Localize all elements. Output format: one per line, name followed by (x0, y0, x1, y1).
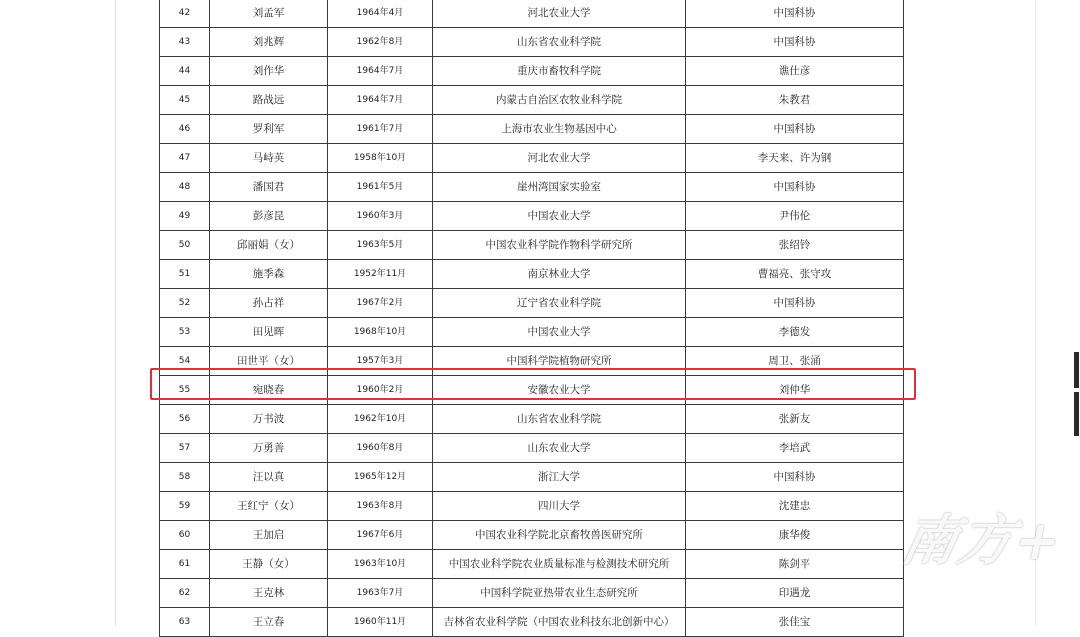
name-cell: 王静（女） (210, 550, 328, 579)
name-cell: 田世平（女） (210, 347, 328, 376)
birth-date-cell: 1965年12月 (328, 463, 433, 492)
nominator-cell: 沈建忠 (686, 492, 904, 521)
table-row (160, 550, 904, 579)
birth-date-cell: 1952年11月 (328, 260, 433, 289)
row-number-cell: 55 (160, 376, 210, 405)
table-row (160, 115, 904, 144)
row-number-cell: 56 (160, 405, 210, 434)
birth-date-cell: 1960年3月 (328, 202, 433, 231)
birth-date-cell: 1960年2月 (328, 376, 433, 405)
name-cell: 刘作华 (210, 57, 328, 86)
unit-cell: 重庆市畜牧科学院 (433, 57, 686, 86)
nominator-cell: 中国科协 (686, 173, 904, 202)
nominator-cell: 刘仲华 (686, 376, 904, 405)
row-number-cell: 49 (160, 202, 210, 231)
row-number-cell: 42 (160, 0, 210, 28)
nominator-cell: 李培武 (686, 434, 904, 463)
unit-cell: 中国科学院植物研究所 (433, 347, 686, 376)
table-row (160, 405, 904, 434)
birth-date-cell: 1957年3月 (328, 347, 433, 376)
unit-cell: 中国农业大学 (433, 202, 686, 231)
unit-cell: 辽宁省农业科学院 (433, 289, 686, 318)
name-cell: 汪以真 (210, 463, 328, 492)
candidate-list-table (159, 0, 904, 637)
unit-cell: 山东省农业科学院 (433, 405, 686, 434)
unit-cell: 上海市农业生物基因中心 (433, 115, 686, 144)
birth-date-cell: 1960年11月 (328, 608, 433, 637)
row-number-cell: 63 (160, 608, 210, 637)
unit-cell: 崖州湾国家实验室 (433, 173, 686, 202)
table-row (160, 0, 904, 28)
row-number-cell: 53 (160, 318, 210, 347)
unit-cell: 河北农业大学 (433, 0, 686, 28)
row-number-cell: 61 (160, 550, 210, 579)
watermark-logo: 南方+ (896, 508, 1070, 572)
name-cell: 宛晓春 (210, 376, 328, 405)
table-row (160, 492, 904, 521)
birth-date-cell: 1961年5月 (328, 173, 433, 202)
scroll-edge-mark (1074, 392, 1079, 436)
unit-cell: 内蒙古自治区农牧业科学院 (433, 86, 686, 115)
birth-date-cell: 1963年10月 (328, 550, 433, 579)
nominator-cell: 康华俊 (686, 521, 904, 550)
nominator-cell: 陈剑平 (686, 550, 904, 579)
birth-date-cell: 1967年2月 (328, 289, 433, 318)
nominator-cell: 李德发 (686, 318, 904, 347)
row-number-cell: 43 (160, 28, 210, 57)
row-number-cell: 46 (160, 115, 210, 144)
row-number-cell: 45 (160, 86, 210, 115)
table-row (160, 173, 904, 202)
birth-date-cell: 1967年6月 (328, 521, 433, 550)
table-row (160, 347, 904, 376)
nominator-cell: 张新友 (686, 405, 904, 434)
birth-date-cell: 1962年8月 (328, 28, 433, 57)
table-row (160, 86, 904, 115)
unit-cell: 中国农业大学 (433, 318, 686, 347)
birth-date-cell: 1963年8月 (328, 492, 433, 521)
table-row (160, 144, 904, 173)
unit-cell: 南京林业大学 (433, 260, 686, 289)
unit-cell: 山东省农业科学院 (433, 28, 686, 57)
name-cell: 马峙英 (210, 144, 328, 173)
birth-date-cell: 1958年10月 (328, 144, 433, 173)
name-cell: 潘国君 (210, 173, 328, 202)
name-cell: 王立春 (210, 608, 328, 637)
table-row (160, 434, 904, 463)
nominator-cell: 印遇龙 (686, 579, 904, 608)
name-cell: 王加启 (210, 521, 328, 550)
page-left-edge (115, 0, 116, 626)
nominator-cell: 中国科协 (686, 115, 904, 144)
row-number-cell: 58 (160, 463, 210, 492)
birth-date-cell: 1962年10月 (328, 405, 433, 434)
name-cell: 彭彦昆 (210, 202, 328, 231)
name-cell: 刘孟军 (210, 0, 328, 28)
nominator-cell: 李天来、许为钢 (686, 144, 904, 173)
name-cell: 孙占祥 (210, 289, 328, 318)
birth-date-cell: 1961年7月 (328, 115, 433, 144)
table-row (160, 28, 904, 57)
row-number-cell: 48 (160, 173, 210, 202)
name-cell: 刘兆辉 (210, 28, 328, 57)
unit-cell: 中国农业科学院北京畜牧兽医研究所 (433, 521, 686, 550)
row-number-cell: 62 (160, 579, 210, 608)
table-row (160, 260, 904, 289)
table-row (160, 521, 904, 550)
table-row (160, 463, 904, 492)
nominator-cell: 张佳宝 (686, 608, 904, 637)
name-cell: 路战远 (210, 86, 328, 115)
name-cell: 万勇善 (210, 434, 328, 463)
row-number-cell: 44 (160, 57, 210, 86)
birth-date-cell: 1963年7月 (328, 579, 433, 608)
unit-cell: 吉林省农业科学院（中国农业科技东北创新中心） (433, 608, 686, 637)
scroll-edge-mark (1074, 352, 1079, 388)
nominator-cell: 中国科协 (686, 463, 904, 492)
row-number-cell: 57 (160, 434, 210, 463)
nominator-cell: 尹伟伦 (686, 202, 904, 231)
row-number-cell: 54 (160, 347, 210, 376)
name-cell: 王克林 (210, 579, 328, 608)
nominator-cell: 周卫、张涌 (686, 347, 904, 376)
unit-cell: 安徽农业大学 (433, 376, 686, 405)
nominator-cell: 张绍铃 (686, 231, 904, 260)
table-row (160, 202, 904, 231)
nominator-cell: 中国科协 (686, 28, 904, 57)
birth-date-cell: 1968年10月 (328, 318, 433, 347)
row-number-cell: 59 (160, 492, 210, 521)
row-number-cell: 47 (160, 144, 210, 173)
birth-date-cell: 1964年4月 (328, 0, 433, 28)
row-number-cell: 60 (160, 521, 210, 550)
row-number-cell: 51 (160, 260, 210, 289)
table-row (160, 231, 904, 260)
name-cell: 邱丽娟（女） (210, 231, 328, 260)
nominator-cell: 中国科协 (686, 289, 904, 318)
nominator-cell: 朱教君 (686, 86, 904, 115)
nominator-cell: 谯仕彦 (686, 57, 904, 86)
birth-date-cell: 1964年7月 (328, 57, 433, 86)
unit-cell: 中国农业科学院农业质量标准与检测技术研究所 (433, 550, 686, 579)
unit-cell: 中国农业科学院作物科学研究所 (433, 231, 686, 260)
row-number-cell: 52 (160, 289, 210, 318)
unit-cell: 河北农业大学 (433, 144, 686, 173)
name-cell: 田见晖 (210, 318, 328, 347)
unit-cell: 中国科学院亚热带农业生态研究所 (433, 579, 686, 608)
birth-date-cell: 1964年7月 (328, 86, 433, 115)
name-cell: 罗利军 (210, 115, 328, 144)
table-row (160, 608, 904, 637)
unit-cell: 山东农业大学 (433, 434, 686, 463)
table-row (160, 289, 904, 318)
nominator-cell: 中国科协 (686, 0, 904, 28)
nominator-cell: 曹福亮、张守攻 (686, 260, 904, 289)
table-row (160, 579, 904, 608)
table-row (160, 57, 904, 86)
birth-date-cell: 1960年8月 (328, 434, 433, 463)
name-cell: 施季森 (210, 260, 328, 289)
name-cell: 王红宁（女） (210, 492, 328, 521)
table-row (160, 318, 904, 347)
unit-cell: 浙江大学 (433, 463, 686, 492)
table-row (160, 376, 904, 405)
name-cell: 万书波 (210, 405, 328, 434)
row-number-cell: 50 (160, 231, 210, 260)
unit-cell: 四川大学 (433, 492, 686, 521)
birth-date-cell: 1963年5月 (328, 231, 433, 260)
